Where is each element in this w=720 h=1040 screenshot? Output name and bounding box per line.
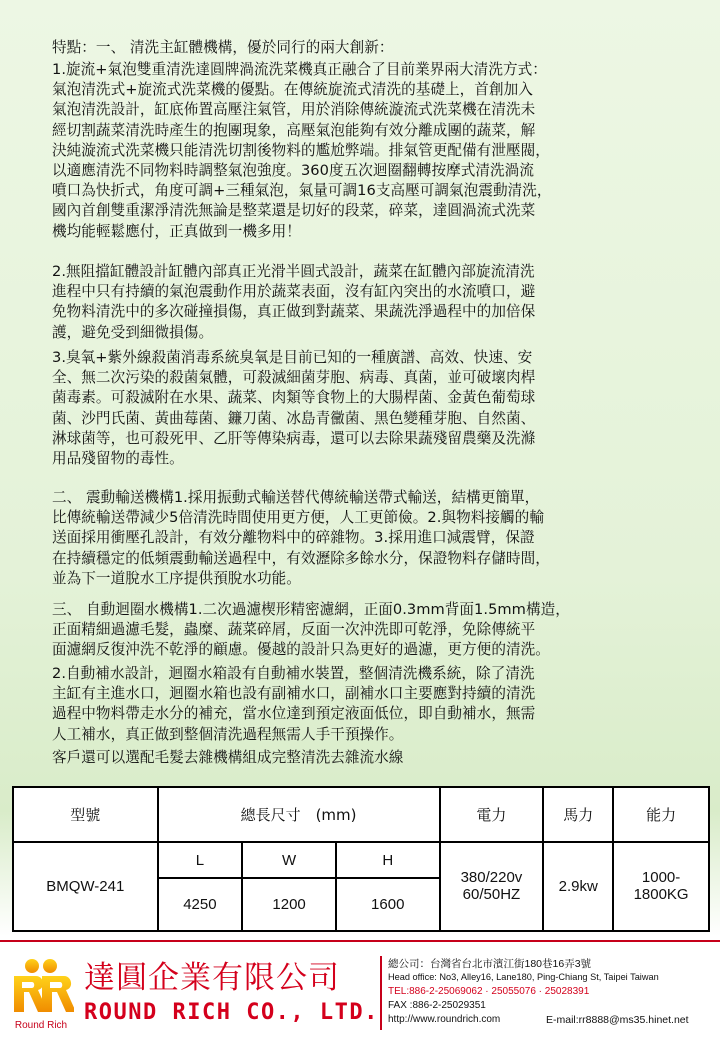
cell-width: 1200 <box>242 878 336 931</box>
cell-height: 1600 <box>336 878 440 931</box>
telephone: TEL:886-2-25069062 · 25055076 · 25028391 <box>388 986 590 997</box>
paragraph-auto-refill: 2.自動補水設計，迴圈水箱設有自動補水裝置，整個清洗機系統，除了清洗 主缸有主進水口，迴圈水箱也設有副補水口，副補水口主要應對持續的清洗 過程中物料帶走水分的補充，當水位達到預定液面低位，即自動補水，無需 人工補水，真正做到整個清洗過程無需人手干預操作。 <box>52 665 536 743</box>
section-1-heading: 特點：一、 清洗主缸體機構，優於同行的兩大創新： <box>52 39 394 56</box>
paragraph-swirl-bubble: 1.旋流+氣泡雙重清洗達圓牌渦流洗菜機真正融合了目前業界兩大清洗方式： 氣泡清洗式+旋流式洗菜機的優點。在傳統旋流式清洗的基礎上，首創加入 氣泡清洗設計，缸底佈置高壓注氣管，用於消除傳統漩流式洗菜機在清洗未 經切割蔬菜清洗時產生的抱團現象，高壓氣泡能夠有效分離成團的蔬菜，解 決純漩流式洗菜機只能清洗切割後物料的尷尬弊端。排氣管更配備有泄壓閥， 以適應清洗不同物料時調整氣泡強度。360度五次迴圈翻轉按摩式清洗渦流 噴口為快折式，角度可調+三種氣泡，氣量可調16支高壓可調氣泡震動清洗， 國內首創雙重潔淨清洗無論是整菜還是切好的段菜，碎菜，達圓渦流式洗菜 機均能輕鬆應付，正真做到一機多用！ <box>52 61 552 240</box>
paragraph-ozone-uv: 3.臭氧+紫外線殺菌消毒系統臭氧是目前已知的一種廣譜、高效、快速、安 全、無二次污染的殺菌氣體，可殺滅細菌芽胞、病毒、真菌，並可破壞肉桿 菌毒素。可殺滅附在水果、蔬菜、肉類等食物上的大腸桿菌、金黃色葡萄球 菌、沙門氏菌、黃曲莓菌、鐮刀菌、冰島青黴菌、黑色變種芽胞、自然菌、 淋球菌等，也可殺死甲、乙肝等傳染病毒，還可以去除果蔬殘留農藥及洗滌 用品殘留物的毒性。 <box>52 349 536 468</box>
paragraph-water-circulation: 三、 自動迴圈水機構1.二次過濾楔形精密濾網，正面0.3mm背面1.5mm構造， 正面精細過濾毛髮，蟲糜、蔬菜碎屑，反面一次沖洗即可乾淨，免除傳統平 面濾網反復沖洗不乾淨的顧慮。優越的設計只為更好的過濾，更方便的清洗。 <box>52 601 570 659</box>
cell-power: 380/220v 60/50HZ <box>440 842 544 931</box>
header-horsepower: 馬力 <box>543 787 613 842</box>
address-en: Head office: No3, Alley16, Lane180, Ping-Chiang St, Taipei Taiwan <box>388 972 659 982</box>
cell-capacity: 1000- 1800KG <box>613 842 709 931</box>
address-cn: 總公司：台灣省台北市濱江街180巷16弄3號 <box>388 958 592 970</box>
cell-model: BMQW-241 <box>13 842 158 931</box>
header-power: 電力 <box>440 787 544 842</box>
company-name-cn: 達圓企業有限公司 <box>84 960 340 996</box>
fax: FAX :886-2-25029351 <box>388 1000 486 1011</box>
website-link[interactable]: http://www.roundrich.com <box>388 1014 501 1025</box>
cell-horsepower: 2.9kw <box>543 842 613 931</box>
paragraph-tank-design: 2.無阻擋缸體設計缸體內部真正光滑半圓式設計，蔬菜在缸體內部旋流清洗 進程中只有持續的氣泡震動作用於蔬菜表面，沒有缸內突出的水流噴口，避 免物料清洗中的多次碰撞損傷，真正做到對蔬菜、果蔬洗淨過程中的加倍保 護，避免受到細微損傷。 <box>52 263 536 341</box>
email-link[interactable]: E-mail:rr8888@ms35.hinet.net <box>546 1014 689 1026</box>
logo-text: Round Rich <box>14 1020 68 1031</box>
footer-vertical-divider <box>380 956 382 1030</box>
company-name-en: ROUND RICH CO., LTD. <box>84 1000 379 1025</box>
cell-length: 4250 <box>158 878 243 931</box>
spec-table <box>12 786 710 932</box>
table-header-row <box>13 787 709 842</box>
paragraph-vibration-conveyor: 二、 震動輸送機構1.採用振動式輸送替代傳統輸送帶式輸送，結構更簡單， 比傳統輸送帶減少5倍清洗時間使用更方便，人工更節儉。2.與物料接觸的輸 送面採用衝壓孔設計，有效分離物料中的碎雜物。3.採用進口減震臂，保證 在持續穩定的低頻震動輸送過程中，有效瀝除多餘水分，保證物料存儲時間， 並為下一道脫水工序提供預脫水功能。 <box>52 489 550 587</box>
table-row <box>13 842 709 879</box>
header-model: 型號 <box>13 787 158 842</box>
dim-label-l: L <box>158 842 243 879</box>
paragraph-options: 客戶還可以選配毛髮去雜機構組成完整清洗去雜流水線 <box>52 749 404 766</box>
dim-label-h: H <box>336 842 440 879</box>
header-dimensions: 總長尺寸 (mm) <box>158 787 440 842</box>
dim-label-w: W <box>242 842 336 879</box>
header-capacity: 能力 <box>613 787 709 842</box>
footer <box>0 942 720 1040</box>
